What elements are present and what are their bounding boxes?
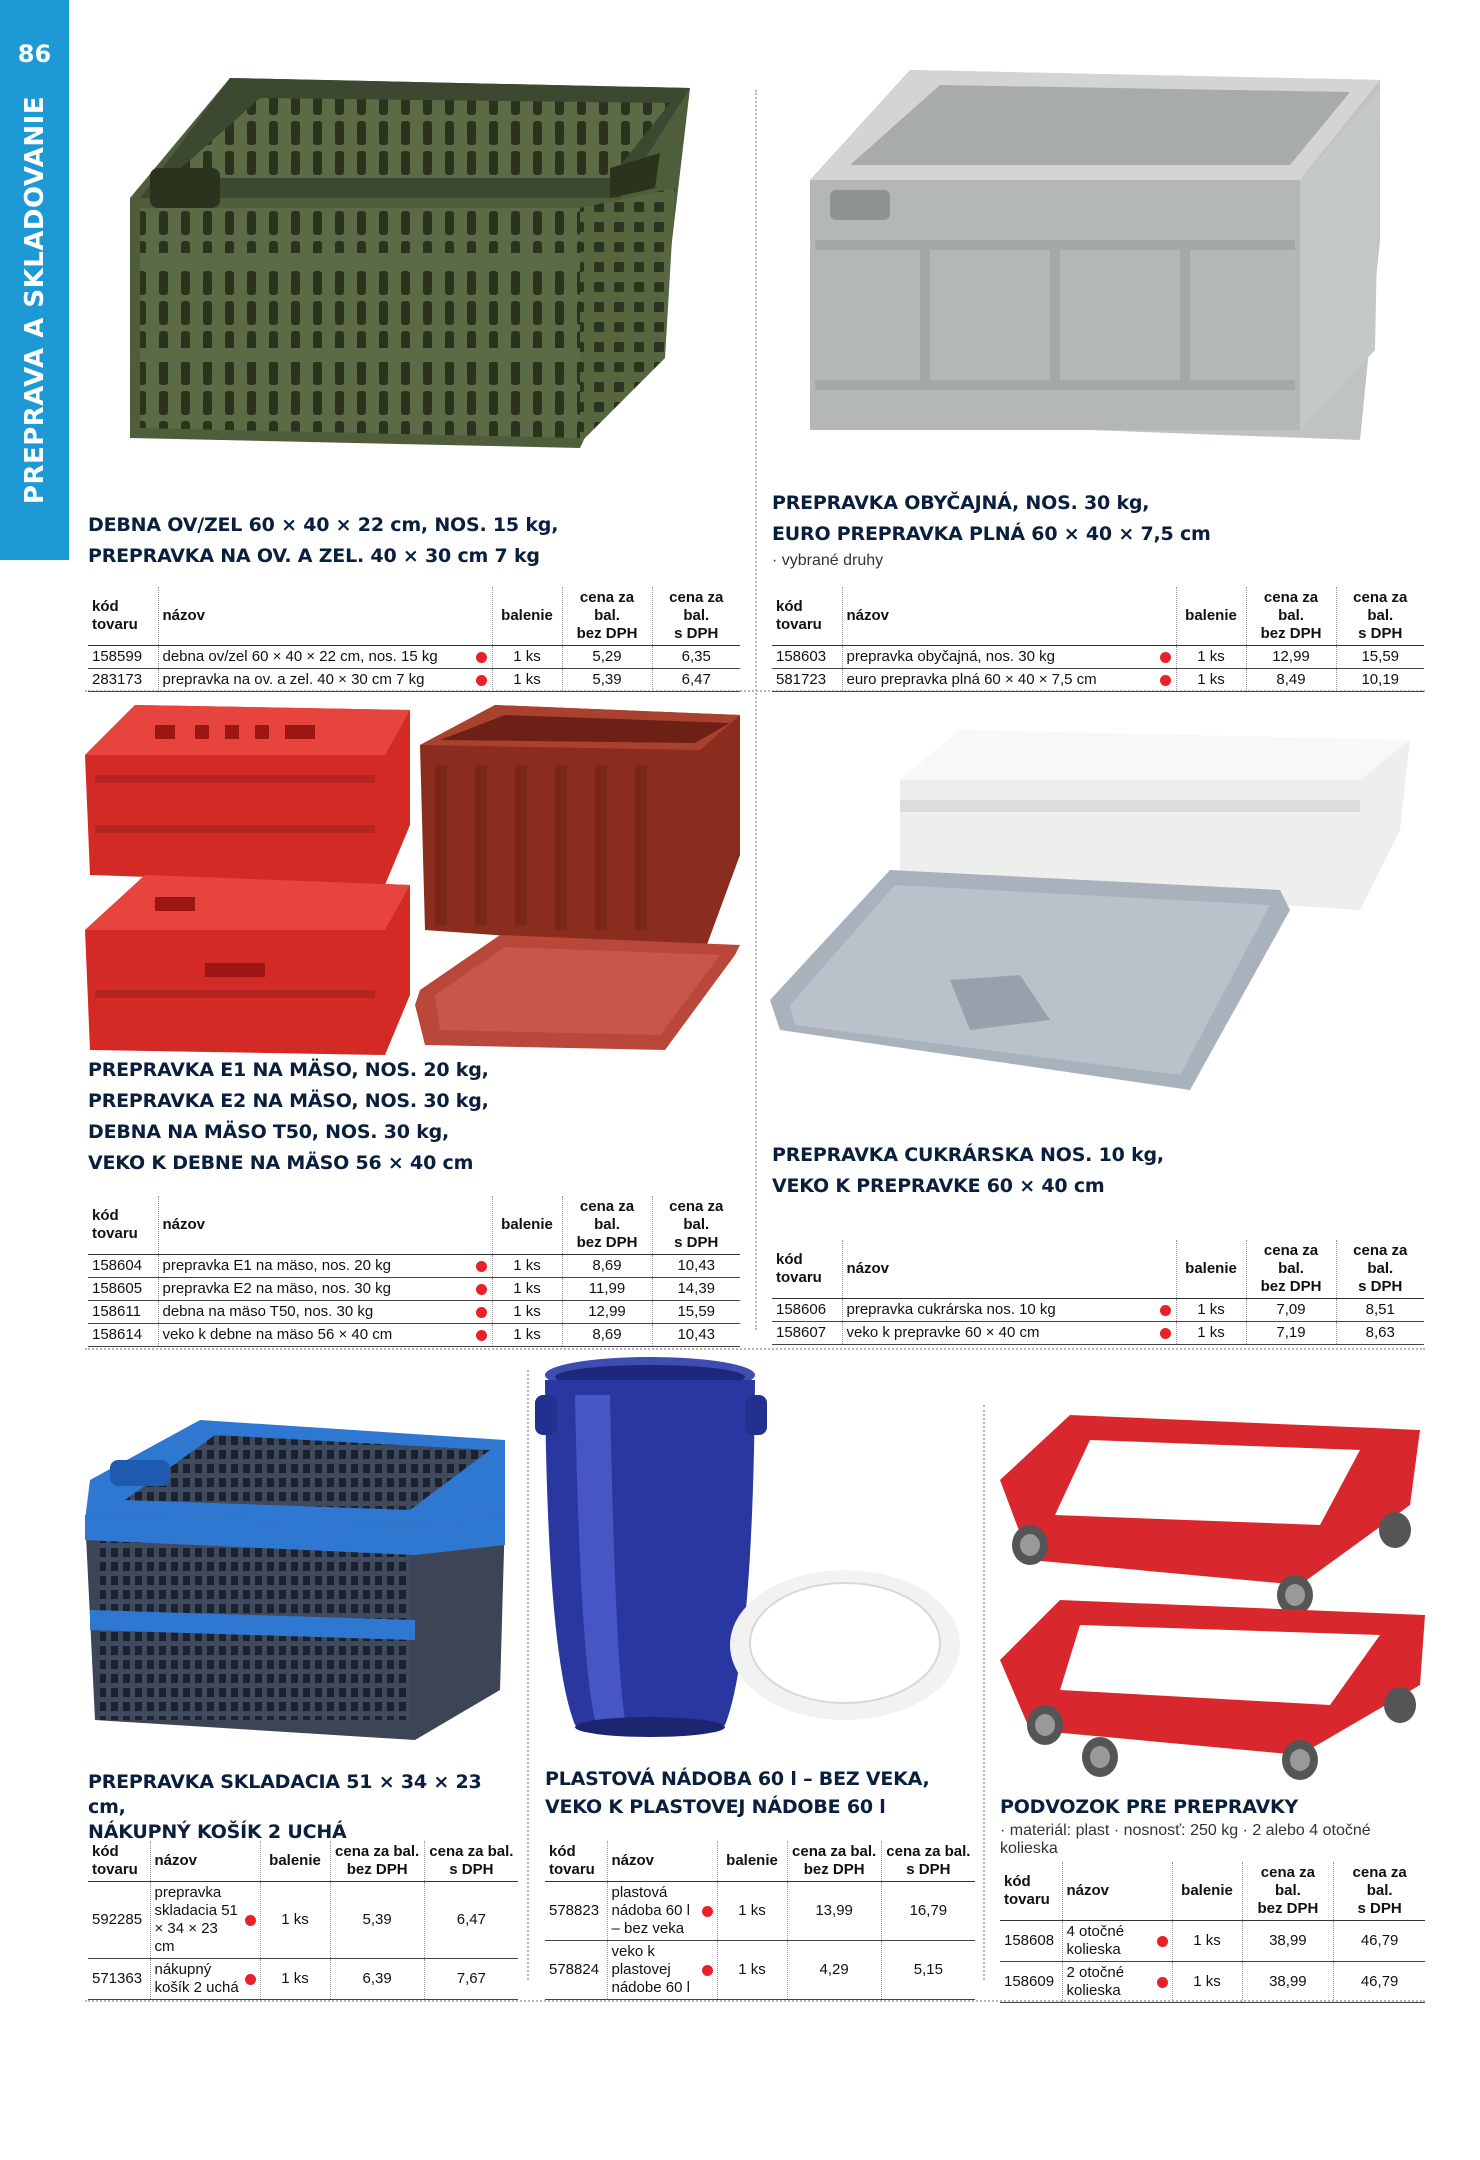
cell-name: veko k plastovej nádobe 60 l [611,1943,690,1996]
cell-name: 4 otočné kolieska [1066,1923,1125,1958]
white-crate-image [770,730,1410,1110]
cell-price-ex: 7,09 [1246,1299,1336,1322]
title-line: PODVOZOK PRE PREPRAVKY [1000,1796,1299,1818]
title-line: DEBNA NA MÄSO T50, NOS. 30 kg, [88,1121,450,1143]
price-table-block [1000,1862,1425,2003]
table-row [772,669,1424,692]
col-header-pack: balenie [1176,1240,1246,1299]
availability-dot-icon [476,1330,487,1341]
product-block-confectionery-crate [772,1140,1424,1202]
cell-price-ex: 8,69 [562,1255,652,1278]
page-number: 86 [17,40,52,68]
availability-dot-icon [245,1974,256,1985]
column-divider [527,1370,529,1980]
title-line: PREPRAVKA OBYČAJNÁ, NOS. 30 kg, [772,492,1150,514]
col-header-price-ex: cena za bal. bez DPH [562,587,652,646]
cell-code: 158604 [88,1255,158,1278]
availability-dot-icon [1160,675,1171,686]
cell-name: 2 otočné kolieska [1066,1964,1125,1999]
cell-name: euro prepravka plná 60 × 40 × 7,5 cm [842,669,1156,692]
cell-code: 158599 [88,646,158,669]
availability-dot-icon [245,1915,256,1926]
title-line: PLASTOVÁ NÁDOBA 60 l – BEZ VEKA, [545,1768,930,1790]
availability-dot-icon [476,1284,487,1295]
table-row [88,1882,518,1959]
col-header-price-in: cena za bal. s DPH [652,587,740,646]
price-table [88,1196,740,1347]
col-header-code: kód tovaru [1000,1862,1062,1921]
col-header-price-ex: cena za bal. bez DPH [1246,1240,1336,1299]
cell-price-in: 14,39 [652,1278,740,1301]
cell-price-ex: 6,39 [330,1959,424,2000]
cell-pack: 1 ks [492,1324,562,1347]
cell-code: 578823 [545,1882,607,1941]
title-line: VEKO K DEBNE NA MÄSO 56 × 40 cm [88,1152,474,1174]
cell-price-in: 10,19 [1336,669,1424,692]
cell-price-ex: 8,69 [562,1324,652,1347]
cell-price-in: 8,51 [1336,1299,1424,1322]
cell-price-in: 10,43 [652,1324,740,1347]
availability-dot-icon [1157,1936,1168,1947]
availability-dot-icon [1160,652,1171,663]
grey-crate-image [800,70,1400,450]
cell-name: nákupný košík 2 uchá [154,1961,239,1996]
blue-barrel-image [535,1355,975,1755]
cell-name: prepravka na ov. a zel. 40 × 30 cm 7 kg [158,669,472,692]
block-title [88,510,740,572]
table-row [88,669,740,692]
table-row [772,1299,1424,1322]
table-row [88,1278,740,1301]
availability-dot-icon [702,1906,713,1917]
col-header-code: kód tovaru [772,587,842,646]
cell-price-ex: 38,99 [1242,1921,1334,1962]
table-row [772,1322,1424,1345]
cell-price-ex: 4,29 [787,1941,881,2000]
product-block-barrel [545,1765,975,1821]
cell-price-in: 7,67 [424,1959,518,2000]
cell-code: 158609 [1000,1962,1062,2003]
col-header-price-in: cena za bal. s DPH [1334,1862,1425,1921]
cell-name: veko k prepravke 60 × 40 cm [842,1322,1156,1345]
cell-name: plastová nádoba 60 l – bez veka [611,1884,690,1937]
cell-code: 158603 [772,646,842,669]
row-divider [85,1348,1425,1350]
title-line: VEKO K PREPRAVKE 60 × 40 cm [772,1175,1105,1197]
cell-code: 158605 [88,1278,158,1301]
col-header-price-ex: cena za bal. bez DPH [330,1841,424,1882]
price-table [545,1841,975,2000]
block-note: · materiál: plast · nosnosť: 250 kg · 2 alebo 4 otočné kolieska [1000,1822,1371,1857]
cell-name: debna ov/zel 60 × 40 × 22 cm, nos. 15 kg [158,646,472,669]
cell-pack: 1 ks [1172,1962,1242,2003]
product-block-meat-crates [88,1055,740,1179]
price-table-block [772,587,1424,692]
col-header-code: kód tovaru [88,1196,158,1255]
col-header-price-ex: cena za bal. bez DPH [1246,587,1336,646]
cell-price-in: 15,59 [652,1301,740,1324]
cell-name: prepravka E1 na mäso, nos. 20 kg [158,1255,472,1278]
cell-price-in: 6,47 [424,1882,518,1959]
cell-price-ex: 12,99 [562,1301,652,1324]
table-row [88,1324,740,1347]
col-header-code: kód tovaru [772,1240,842,1299]
col-header-name: názov [607,1841,717,1882]
cell-price-ex: 13,99 [787,1882,881,1941]
product-block-folding-crate [88,1770,518,1845]
col-header-code: kód tovaru [545,1841,607,1882]
col-header-price-ex: cena za bal. bez DPH [787,1841,881,1882]
col-header-name: názov [150,1841,260,1882]
cell-code: 158608 [1000,1921,1062,1962]
availability-dot-icon [1160,1328,1171,1339]
product-block-grey-crate [772,488,1424,570]
cell-name: prepravka skladacia 51 × 34 × 23 cm [154,1884,238,1955]
col-header-price-in: cena za bal. s DPH [1336,1240,1424,1299]
cell-pack: 1 ks [1176,1322,1246,1345]
cell-pack: 1 ks [1172,1921,1242,1962]
section-title: PREPRAVA A SKLADOVANIE [20,95,50,505]
cell-name: prepravka obyčajná, nos. 30 kg [842,646,1156,669]
cell-pack: 1 ks [492,1255,562,1278]
block-title [772,488,1424,550]
title-line: PREPRAVKA E1 NA MÄSO, NOS. 20 kg, [88,1059,489,1081]
col-header-name: názov [1062,1862,1172,1921]
cell-pack: 1 ks [717,1941,787,2000]
cell-name: debna na mäso T50, nos. 30 kg [158,1301,472,1324]
cell-price-in: 8,63 [1336,1322,1424,1345]
title-line: NÁKUPNÝ KOŠÍK 2 UCHÁ [88,1821,347,1843]
title-line: PREPRAVKA SKLADACIA 51 × 34 × 23 cm, [88,1771,482,1818]
table-row [1000,1962,1425,2003]
price-table [772,587,1424,692]
table-row [1000,1921,1425,1962]
col-header-pack: balenie [1172,1862,1242,1921]
table-row [545,1882,975,1941]
col-header-name: názov [158,587,492,646]
cell-price-ex: 11,99 [562,1278,652,1301]
col-header-price-ex: cena za bal. bez DPH [1242,1862,1334,1921]
table-row [88,1301,740,1324]
availability-dot-icon [476,675,487,686]
block-title [545,1765,975,1821]
cell-pack: 1 ks [492,646,562,669]
cell-price-in: 15,59 [1336,646,1424,669]
col-header-price-in: cena za bal. s DPH [881,1841,975,1882]
table-row [545,1941,975,2000]
product-block-green-crate [88,510,740,572]
cell-code: 158607 [772,1322,842,1345]
cell-price-in: 6,47 [652,669,740,692]
cell-price-ex: 8,49 [1246,669,1336,692]
cell-code: 578824 [545,1941,607,2000]
cell-code: 581723 [772,669,842,692]
col-header-pack: balenie [260,1841,330,1882]
price-table [1000,1862,1425,2003]
cell-pack: 1 ks [492,1278,562,1301]
table-row [88,1959,518,2000]
price-table-block [772,1240,1424,1345]
table-row [88,646,740,669]
cell-name: prepravka E2 na mäso, nos. 30 kg [158,1278,472,1301]
title-line: DEBNA OV/ZEL 60 × 40 × 22 cm, NOS. 15 kg, [88,514,559,536]
availability-dot-icon [1157,1977,1168,1988]
price-table [88,587,740,692]
availability-dot-icon [476,1261,487,1272]
price-table-block [88,1841,518,2000]
cell-price-ex: 7,19 [1246,1322,1336,1345]
availability-dot-icon [476,1307,487,1318]
block-note: · vybrané druhy [772,552,884,569]
col-header-pack: balenie [492,1196,562,1255]
availability-dot-icon [1160,1305,1171,1316]
cell-price-ex: 38,99 [1242,1962,1334,2003]
cell-price-in: 10,43 [652,1255,740,1278]
price-table [772,1240,1424,1345]
cell-price-in: 5,15 [881,1941,975,2000]
col-header-price-ex: cena za bal. bez DPH [562,1196,652,1255]
blue-folding-crate-image [85,1420,515,1750]
col-header-name: názov [842,587,1176,646]
red-dolly-image [1000,1385,1430,1785]
cell-pack: 1 ks [492,1301,562,1324]
cell-pack: 1 ks [717,1882,787,1941]
block-title [1000,1794,1425,1820]
cell-pack: 1 ks [260,1959,330,2000]
cell-price-in: 46,79 [1334,1962,1425,2003]
cell-price-ex: 5,39 [330,1882,424,1959]
cell-code: 158606 [772,1299,842,1322]
section-sidebar [0,0,69,560]
cell-pack: 1 ks [492,669,562,692]
cell-price-ex: 5,29 [562,646,652,669]
cell-pack: 1 ks [260,1882,330,1959]
col-header-price-in: cena za bal. s DPH [652,1196,740,1255]
col-header-name: názov [158,1196,492,1255]
col-header-pack: balenie [492,587,562,646]
title-line: EURO PREPRAVKA PLNÁ 60 × 40 × 7,5 cm [772,523,1211,545]
col-header-price-in: cena za bal. s DPH [424,1841,518,1882]
brown-box-image [415,705,745,1065]
table-row [772,646,1424,669]
cell-price-ex: 12,99 [1246,646,1336,669]
block-title [88,1770,518,1845]
cell-code: 283173 [88,669,158,692]
title-line: PREPRAVKA E2 NA MÄSO, NOS. 30 kg, [88,1090,489,1112]
column-divider [755,90,757,1330]
cell-price-in: 16,79 [881,1882,975,1941]
availability-dot-icon [702,1965,713,1976]
cell-name: prepravka cukrárska nos. 10 kg [842,1299,1156,1322]
cell-price-in: 6,35 [652,646,740,669]
block-title [88,1055,740,1179]
price-table-block [88,587,740,692]
column-divider [983,1405,985,1980]
title-line: VEKO K PLASTOVEJ NÁDOBE 60 l [545,1796,886,1818]
cell-pack: 1 ks [1176,669,1246,692]
table-row [88,1255,740,1278]
col-header-pack: balenie [1176,587,1246,646]
cell-pack: 1 ks [1176,646,1246,669]
cell-code: 158614 [88,1324,158,1347]
title-line: PREPRAVKA NA OV. A ZEL. 40 × 30 cm 7 kg [88,545,540,567]
cell-pack: 1 ks [1176,1299,1246,1322]
cell-price-in: 46,79 [1334,1921,1425,1962]
cell-price-ex: 5,39 [562,669,652,692]
col-header-pack: balenie [717,1841,787,1882]
col-header-name: názov [842,1240,1176,1299]
product-block-dolly [1000,1794,1425,1858]
col-header-code: kód tovaru [88,587,158,646]
price-table-block [545,1841,975,2000]
availability-dot-icon [476,652,487,663]
price-table-block [88,1196,740,1347]
red-meat-crates-image [85,705,415,1055]
cell-name: veko k debne na mäso 56 × 40 cm [158,1324,472,1347]
green-crate-image [110,58,710,458]
col-header-price-in: cena za bal. s DPH [1336,587,1424,646]
cell-code: 592285 [88,1882,150,1959]
cell-code: 158611 [88,1301,158,1324]
block-title [772,1140,1424,1202]
title-line: PREPRAVKA CUKRÁRSKA NOS. 10 kg, [772,1144,1164,1166]
col-header-code: kód tovaru [88,1841,150,1882]
cell-code: 571363 [88,1959,150,2000]
price-table [88,1841,518,2000]
